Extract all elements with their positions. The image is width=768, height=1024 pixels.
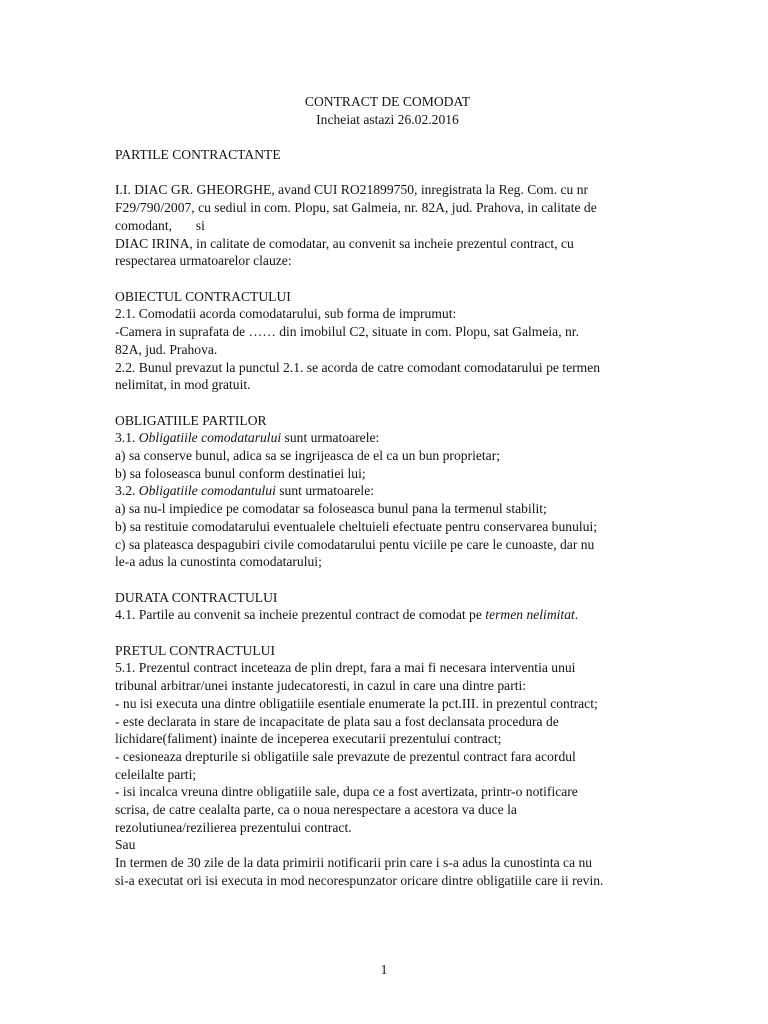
section-heading-price: PRETUL CONTRACTULUI bbox=[115, 642, 275, 658]
price-line: - nu isi executa una dintre obligatiile esentiale enumerate la pct.III. in prezentul contract; bbox=[115, 695, 598, 711]
price-line: 5.1. Prezentul contract inceteaza de plin drept, fara a mai fi necesara interventia unui bbox=[115, 660, 576, 676]
obligation-line: le-a adus la cunostinta comodatarului; bbox=[115, 554, 322, 570]
obligation-3-1-prefix: 3.1. bbox=[115, 430, 139, 446]
object-line: 2.1. Comodatii acorda comodatarului, sub forma de imprumut: bbox=[115, 306, 457, 322]
party2-line: DIAC IRINA, in calitate de comodatar, au convenit sa incheie prezentul contract, cu bbox=[115, 235, 574, 251]
price-line: In termen de 30 zile de la data primirii notificarii prin care i s-a adus la cunostinta ca nu bbox=[115, 855, 593, 871]
price-line: lichidare(faliment) inainte de inceperea executarii prezentului contract; bbox=[115, 731, 502, 747]
obligation-line: a) sa conserve bunul, adica sa se ingrijeasca de el ca un bun proprietar; bbox=[115, 448, 500, 463]
page-number: 1 bbox=[380, 962, 388, 977]
party1-line: I.I. DIAC GR. GHEORGHE, avand CUI RO21899750, inregistrata la Reg. Com. cu nr bbox=[115, 182, 589, 198]
obligation-3-2-italic: Obligatiile comodantului bbox=[138, 483, 276, 499]
obligation-line: a) sa nu-l impiedice pe comodatar sa foloseasca bunul pana la termenul stabilit; bbox=[115, 501, 547, 517]
obligation-3-1-suffix: sunt urmatoarele: bbox=[281, 430, 380, 446]
obligation-3-1-italic: Obligatiile comodatarului bbox=[138, 430, 282, 446]
price-line: - isi incalca vreuna dintre obligatiile sale, dupa ce a fost avertizata, printr-o notificare bbox=[115, 784, 578, 800]
party1-line: F29/790/2007, cu sediul in com. Plopu, sat Galmeia, nr. 82A, jud. Prahova, in calitate de bbox=[115, 200, 597, 216]
section-heading-obligations: OBLIGATIILE PARTILOR bbox=[115, 412, 267, 428]
section-heading-object: OBIECTUL CONTRACTULUI bbox=[115, 288, 291, 304]
duration-italic: termen nelimitat bbox=[485, 607, 575, 623]
obligation-3-2-suffix: sunt urmatoarele: bbox=[275, 483, 375, 499]
obligation-heading-3-1 bbox=[115, 429, 660, 447]
obligation-line: b) sa foloseasca bunul conform destinatiei lui; bbox=[115, 465, 366, 481]
duration-line bbox=[115, 606, 660, 624]
duration-suffix: . bbox=[574, 607, 579, 623]
document-title: CONTRACT DE COMODAT bbox=[304, 94, 471, 109]
object-line: nelimitat, in mod gratuit. bbox=[115, 377, 251, 393]
object-line: -Camera in suprafata de …… din imobilul C2, situate in com. Plopu, sat Galmeia, nr. bbox=[115, 324, 579, 340]
section-heading-duration: DURATA CONTRACTULUI bbox=[115, 589, 278, 605]
party1-line: comodant, si bbox=[115, 217, 205, 233]
price-line: tribunal arbitrar/unei instante judecatoresti, in cazul in care una dintre parti: bbox=[115, 678, 527, 694]
object-line: 2.2. Bunul prevazut la punctul 2.1. se acorda de catre comodant comodatarului pe termen bbox=[115, 359, 601, 375]
obligation-heading-3-2 bbox=[115, 482, 660, 500]
price-line: - este declarata in stare de incapacitate de plata sau a fost declansata procedura de bbox=[115, 713, 559, 729]
party2-line: respectarea urmatoarelor clauze: bbox=[115, 253, 292, 269]
section-heading-parties: PARTILE CONTRACTANTE bbox=[115, 147, 281, 163]
object-line: 82A, jud. Prahova. bbox=[115, 341, 218, 357]
contract-body bbox=[115, 93, 660, 890]
price-line: - cesioneaza drepturile si obligatiile sale prevazute de prezentul contract fara acordul bbox=[115, 748, 576, 764]
document-date: Incheiat astazi 26.02.2016 bbox=[316, 111, 459, 127]
duration-prefix: 4.1. Partile au convenit sa incheie prezentul contract de comodat pe bbox=[115, 607, 486, 623]
obligation-line: b) sa restituie comodatarului eventualele cheltuieli efectuate pentru conservarea bunului; bbox=[115, 518, 597, 534]
obligation-line: c) sa plateasca despagubiri civile comodatarului pentu viciile pe care le cunoaste, dar nu bbox=[115, 536, 595, 552]
price-line: Sau bbox=[115, 837, 136, 853]
price-line: scrisa, de catre cealalta parte, ca o noua nerespectare a acestora va duce la bbox=[115, 802, 517, 818]
obligation-3-2-prefix: 3.2. bbox=[115, 483, 139, 499]
price-line: rezolutiunea/rezilierea prezentului contract. bbox=[115, 819, 352, 835]
price-line: celeilalte parti; bbox=[115, 766, 197, 782]
price-line: si-a executat ori isi executa in mod necorespunzator oricare dintre obligatiile care ii revin. bbox=[115, 872, 604, 888]
